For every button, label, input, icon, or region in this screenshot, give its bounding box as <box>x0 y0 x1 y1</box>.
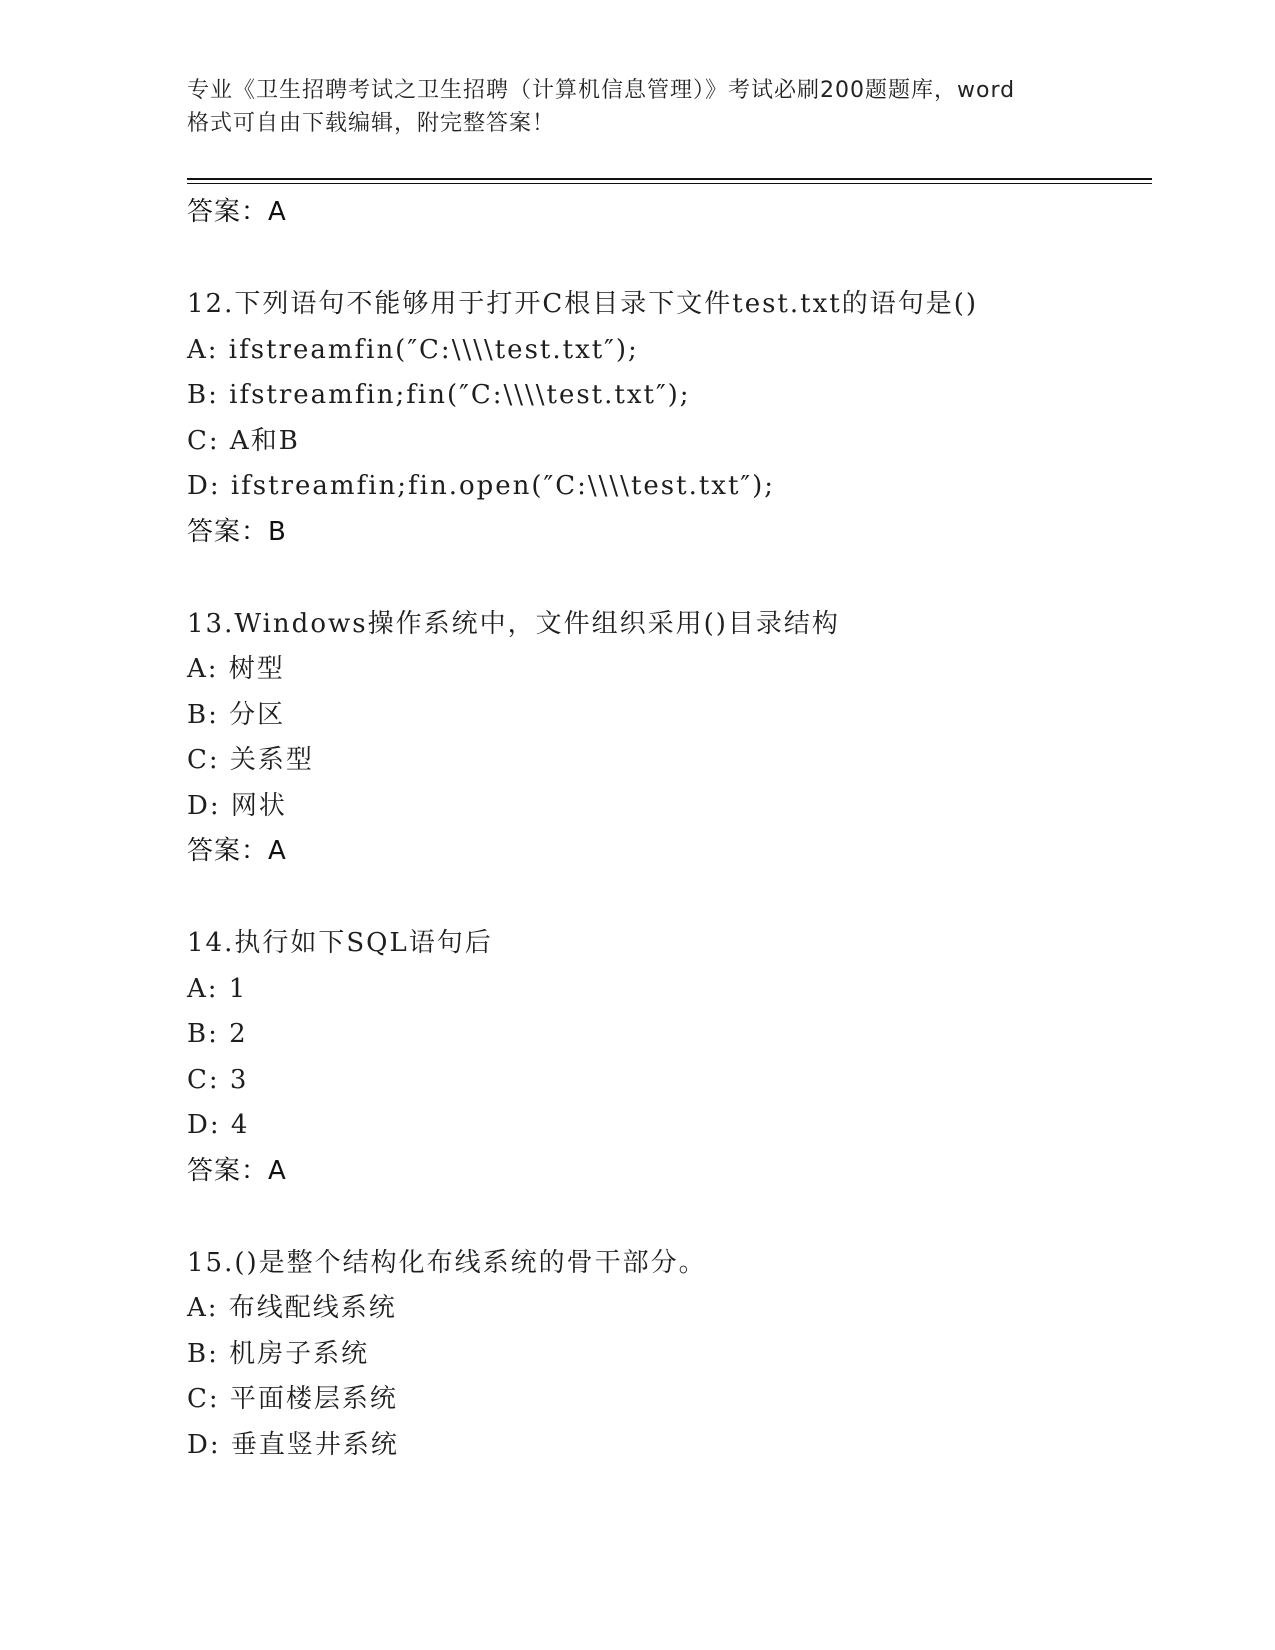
question-13 <box>187 602 1147 875</box>
option-b: B: 机房子系统 <box>187 1338 370 1369</box>
option-a: A: 树型 <box>187 654 285 684</box>
option-c: C: 3 <box>187 1064 249 1095</box>
answer-line: 答案：A <box>187 1155 287 1186</box>
option-a: A: 1 <box>187 973 248 1004</box>
option-a: A: ifstreamfin(″C:\\\\test.txt″); <box>187 334 639 365</box>
question-15 <box>187 1241 1147 1469</box>
option-d: D: 网状 <box>187 790 287 821</box>
question-stem: 15.()是整个结构化布线系统的骨干部分。 <box>187 1247 707 1278</box>
spacer <box>187 555 1147 602</box>
question-stem: 13.Windows操作系统中，文件组织采用()目录结构 <box>187 608 840 639</box>
option-a: A: 布线配线系统 <box>187 1293 397 1323</box>
spacer <box>187 235 1147 282</box>
option-c: C: 平面楼层系统 <box>187 1384 398 1414</box>
question-14 <box>187 921 1147 1194</box>
header-line-1: 专业《卫生招聘考试之卫生招聘（计算机信息管理）》考试必刷200题题库，word <box>187 78 1016 103</box>
header-line-2: 格式可自由下载编辑，附完整答案！ <box>187 111 556 136</box>
spacer <box>187 874 1147 921</box>
document-header <box>187 74 1087 140</box>
answer-line: 答案：A <box>187 197 287 227</box>
option-b: B: ifstreamfin;fin(″C:\\\\test.txt″); <box>187 380 691 410</box>
question-12 <box>187 282 1147 555</box>
option-b: B: 2 <box>187 1019 248 1049</box>
header-divider-thin <box>187 183 1152 184</box>
question-stem: 12.下列语句不能够用于打开C根目录下文件test.txt的语句是() <box>187 289 978 319</box>
question-list <box>187 190 1147 1468</box>
option-d: D: 垂直竖井系统 <box>187 1429 399 1460</box>
header-divider <box>187 178 1152 180</box>
option-d: D: 4 <box>187 1110 250 1140</box>
answer-line: 答案：A <box>187 836 287 866</box>
option-c: C: 关系型 <box>187 745 314 775</box>
option-c: C: A和B <box>187 425 300 456</box>
question-stem: 14.执行如下SQL语句后 <box>187 928 493 958</box>
option-b: B: 分区 <box>187 699 286 730</box>
spacer <box>187 1194 1147 1241</box>
option-d: D: ifstreamfin;fin.open(″C:\\\\test.txt″); <box>187 471 776 501</box>
answer-line: 答案：B <box>187 516 287 547</box>
